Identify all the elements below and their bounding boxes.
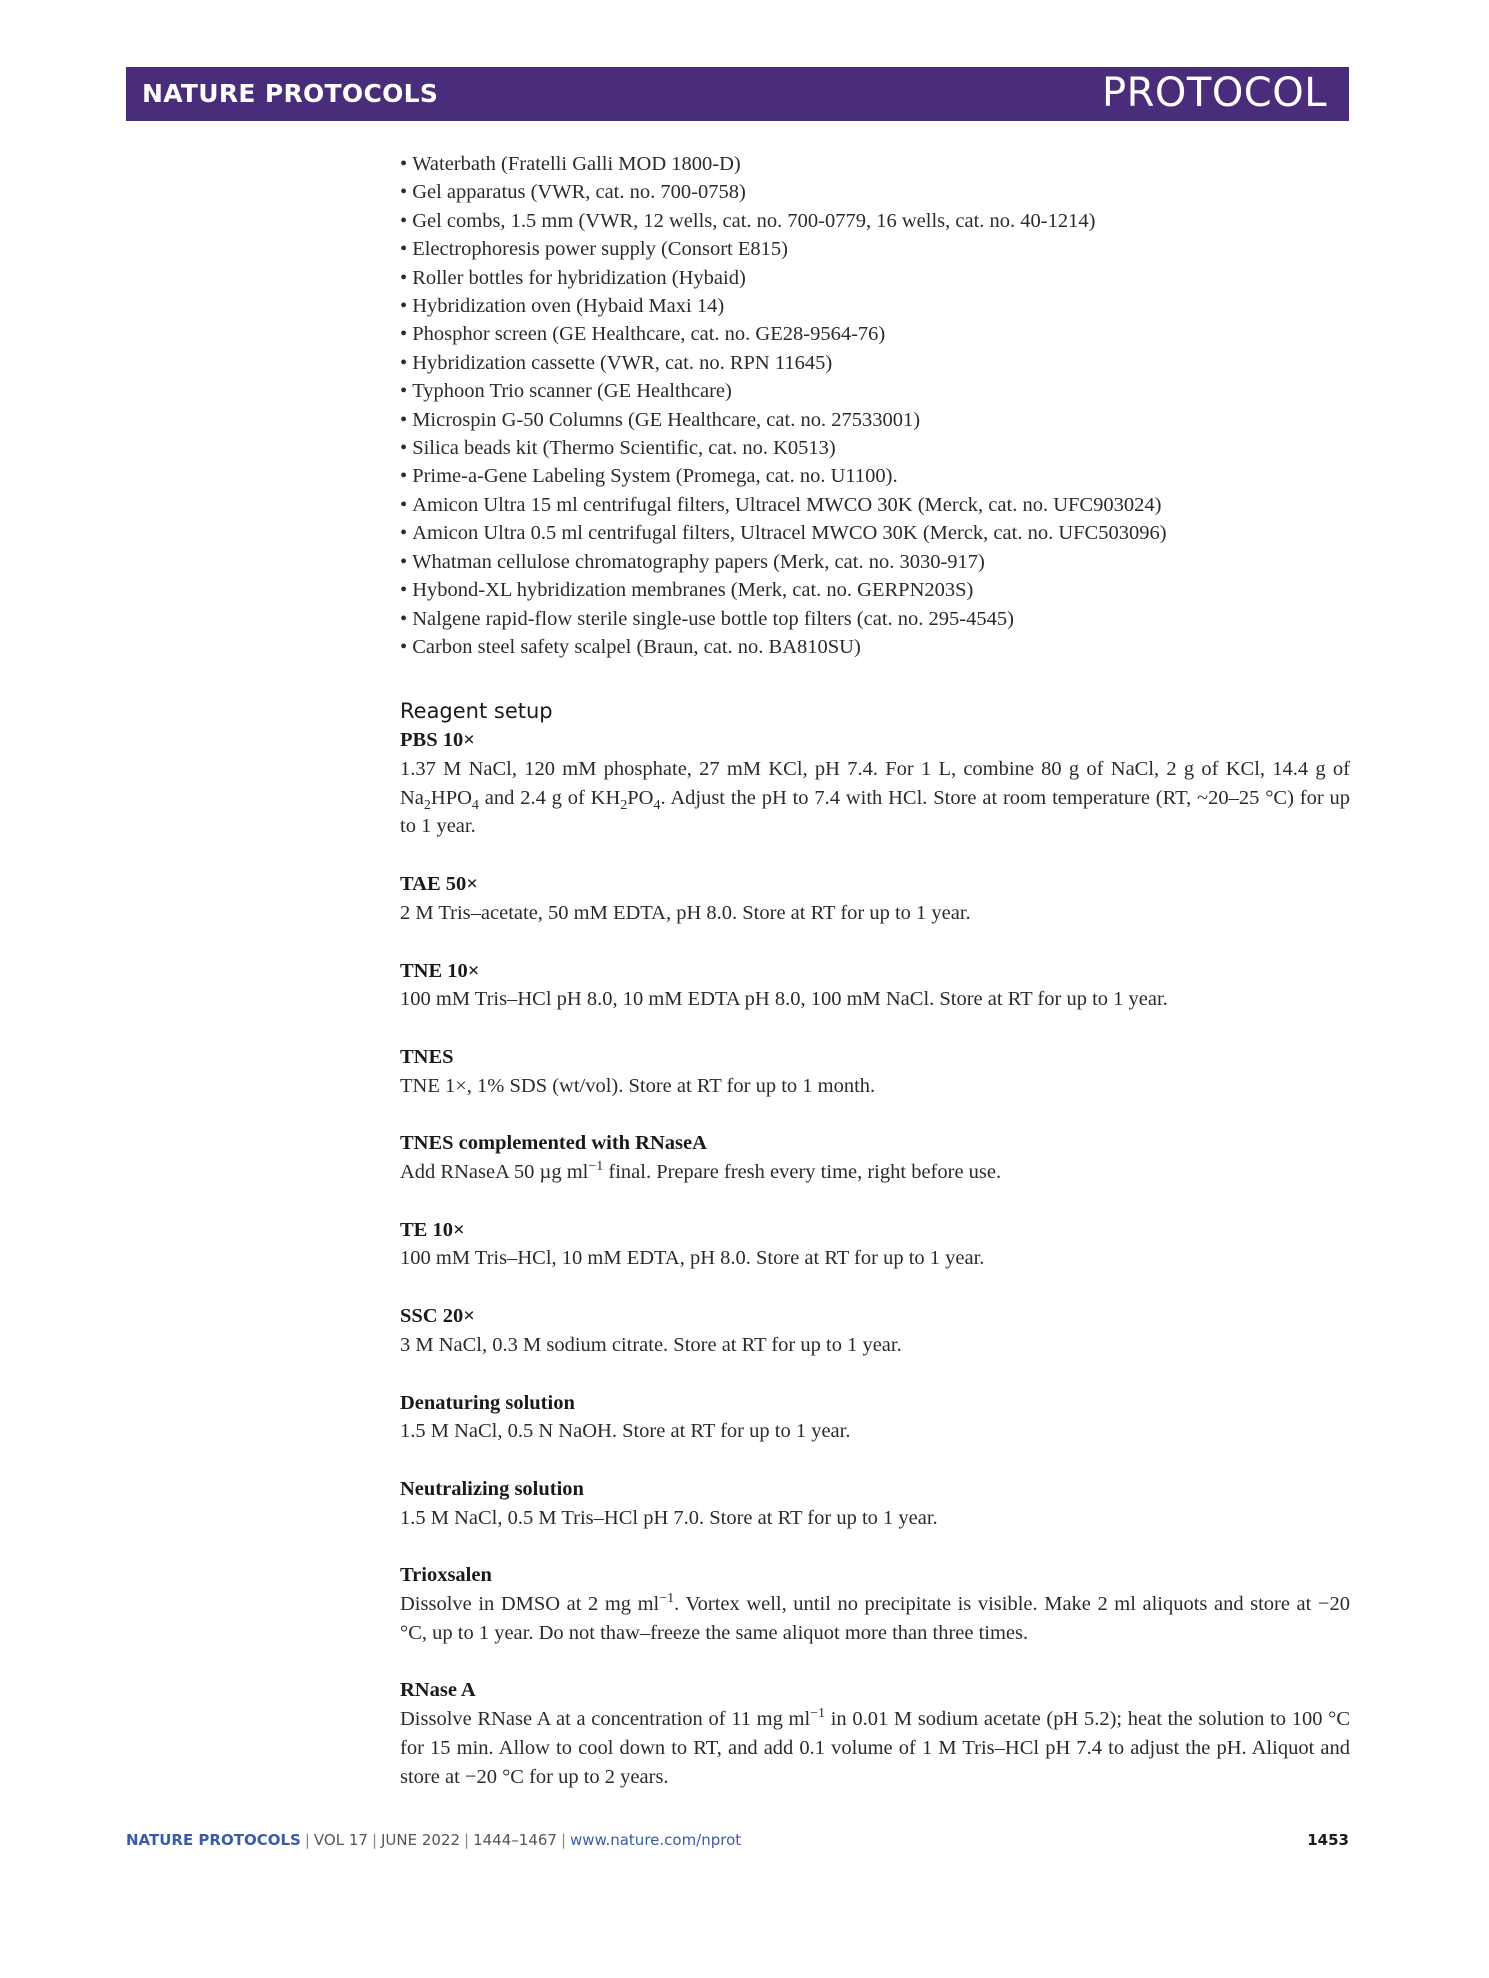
footer-separator: | — [560, 1831, 567, 1849]
text-run: final. Prepare fresh every time, right before use. — [603, 1161, 1002, 1184]
reagent-tae — [400, 870, 1350, 927]
text-run: Dissolve in DMSO at 2 mg ml — [400, 1593, 660, 1616]
header-article-type: PROTOCOL — [1101, 70, 1327, 116]
reagent-tne — [400, 957, 1350, 1014]
footer-volume: VOL 17 — [313, 1831, 368, 1849]
equipment-item: • Whatman cellulose chromatography papers (Merk, cat. no. 3030-917) — [400, 548, 1350, 576]
reagent-ssc — [400, 1302, 1350, 1359]
reagent-description — [400, 1705, 1350, 1791]
reagent-title: TNES complemented with RNaseA — [400, 1132, 707, 1155]
footer-separator: | — [304, 1831, 310, 1849]
page-header — [126, 67, 1349, 121]
reagent-description: TNE 1×, 1% SDS (wt/vol). Store at RT for up to 1 month. — [400, 1074, 876, 1097]
subscript: 4 — [653, 797, 661, 813]
text-run: 1.37 M NaCl, 120 mM phosphate, 27 mM KCl, pH 7.4. For 1 L, combine 80 g of NaCl, 2 g of KCl, 14.4 g of Na — [400, 758, 1350, 809]
equipment-list — [400, 150, 1350, 661]
superscript: −1 — [810, 1706, 826, 1722]
reagent-title: SSC 20× — [400, 1305, 475, 1328]
equipment-item: • Carbon steel safety scalpel (Braun, cat. no. BA810SU) — [400, 633, 1350, 661]
equipment-item: • Hybridization oven (Hybaid Maxi 14) — [400, 292, 1350, 320]
equipment-item: • Gel combs, 1.5 mm (VWR, 12 wells, cat. no. 700-0779, 16 wells, cat. no. 40-1214) — [400, 207, 1350, 235]
equipment-item: • Amicon Ultra 15 ml centrifugal filters, Ultracel MWCO 30K (Merck, cat. no. UFC903024) — [400, 491, 1350, 519]
reagent-description: 1.5 M NaCl, 0.5 N NaOH. Store at RT for up to 1 year. — [400, 1420, 851, 1443]
reagent-description: 2 M Tris–acetate, 50 mM EDTA, pH 8.0. Store at RT for up to 1 year. — [400, 901, 971, 924]
reagent-trioxsalen — [400, 1561, 1350, 1647]
reagent-title: Neutralizing solution — [400, 1477, 584, 1500]
equipment-item: • Nalgene rapid-flow sterile single-use bottle top filters (cat. no. 295-4545) — [400, 605, 1350, 633]
text-run: Add RNaseA 50 µg ml — [400, 1161, 589, 1184]
text-run: Dissolve RNase A at a concentration of 11 mg ml — [400, 1708, 811, 1731]
subscript: 2 — [423, 797, 431, 813]
reagent-title: PBS 10× — [400, 729, 475, 752]
equipment-item: • Waterbath (Fratelli Galli MOD 1800-D) — [400, 150, 1350, 178]
reagent-pbs — [400, 726, 1350, 841]
reagent-title: TNES — [400, 1045, 454, 1068]
reagent-title: Denaturing solution — [400, 1391, 575, 1414]
equipment-item: • Hybridization cassette (VWR, cat. no. RPN 11645) — [400, 349, 1350, 377]
text-run: in 0.01 M sodium acetate (pH 5.2); heat the solution to 100 °C for 15 min. Allow to cool down to RT, and add 0.1 volume of 1 M Tris–HCl pH 7.4 to adjust the pH. Aliquot and store at −20 °C for up to 2 years. — [400, 1708, 1350, 1788]
reagent-description — [400, 1590, 1350, 1647]
reagent-description: 100 mM Tris–HCl, 10 mM EDTA, pH 8.0. Store at RT for up to 1 year. — [400, 1247, 985, 1270]
reagent-title: TE 10× — [400, 1218, 465, 1241]
footer-journal: NATURE PROTOCOLS — [126, 1831, 301, 1849]
reagent-title: RNase A — [400, 1679, 476, 1702]
reagent-tnes — [400, 1043, 1350, 1100]
footer-separator: | — [464, 1831, 470, 1849]
reagent-description: 1.5 M NaCl, 0.5 M Tris–HCl pH 7.0. Store at RT for up to 1 year. — [400, 1506, 938, 1529]
equipment-item: • Amicon Ultra 0.5 ml centrifugal filters, Ultracel MWCO 30K (Merck, cat. no. UFC503096) — [400, 519, 1350, 547]
header-journal-name: NATURE PROTOCOLS — [142, 79, 439, 108]
reagent-denaturing — [400, 1389, 1350, 1446]
reagent-description — [400, 755, 1350, 841]
superscript: −1 — [659, 1591, 675, 1607]
reagent-title: Trioxsalen — [400, 1564, 492, 1587]
reagent-te — [400, 1216, 1350, 1273]
equipment-item: • Typhoon Trio scanner (GE Healthcare) — [400, 377, 1350, 405]
subscript: 2 — [620, 797, 628, 813]
text-run: . Adjust the pH to 7.4 with HCl. Store at room temperature (RT, ~20–25 °C) for up to 1 year. — [400, 786, 1350, 838]
reagent-setup-heading: Reagent setup — [400, 699, 553, 724]
subscript: 4 — [471, 797, 479, 813]
equipment-item: • Roller bottles for hybridization (Hybaid) — [400, 264, 1350, 292]
equipment-item: • Microspin G-50 Columns (GE Healthcare, cat. no. 27533001) — [400, 406, 1350, 434]
page-footer — [126, 1831, 1349, 1849]
text-run: and 2.4 g of KH — [478, 786, 621, 809]
footer-pages: 1444–1467 — [473, 1831, 557, 1849]
equipment-item: • Phosphor screen (GE Healthcare, cat. no. GE28-9564-76) — [400, 320, 1350, 348]
footer-date: JUNE 2022 — [381, 1831, 461, 1849]
reagent-title: TNE 10× — [400, 959, 480, 982]
equipment-item: • Silica beads kit (Thermo Scientific, cat. no. K0513) — [400, 434, 1350, 462]
reagent-description: 3 M NaCl, 0.3 M sodium citrate. Store at RT for up to 1 year. — [400, 1333, 902, 1356]
reagent-description: 100 mM Tris–HCl pH 8.0, 10 mM EDTA pH 8.0, 100 mM NaCl. Store at RT for up to 1 year. — [400, 988, 1168, 1011]
text-run: HPO — [430, 786, 472, 809]
text-run: PO — [627, 786, 654, 809]
equipment-item: • Electrophoresis power supply (Consort E815) — [400, 235, 1350, 263]
reagent-neutralizing — [400, 1475, 1350, 1532]
footer-separator: | — [371, 1831, 377, 1849]
reagent-description — [400, 1158, 1350, 1187]
page-number: 1453 — [1307, 1831, 1349, 1849]
reagent-tnes-rnase — [400, 1129, 1350, 1186]
equipment-item: • Hybond-XL hybridization membranes (Merk, cat. no. GERPN203S) — [400, 576, 1350, 604]
superscript: −1 — [588, 1159, 604, 1175]
main-content — [400, 150, 1350, 1820]
footer-url-link[interactable]: www.nature.com/nprot — [570, 1831, 742, 1849]
equipment-item: • Prime-a-Gene Labeling System (Promega, cat. no. U1100). — [400, 462, 1350, 490]
text-run: . Vortex well, until no precipitate is visible. Make 2 ml aliquots and store at −20 °C, up to 1 year. Do not thaw–freeze the same aliquot more than three times. — [400, 1593, 1350, 1644]
reagent-rnase-a — [400, 1676, 1350, 1791]
equipment-item: • Gel apparatus (VWR, cat. no. 700-0758) — [400, 178, 1350, 206]
reagent-title: TAE 50× — [400, 873, 478, 896]
